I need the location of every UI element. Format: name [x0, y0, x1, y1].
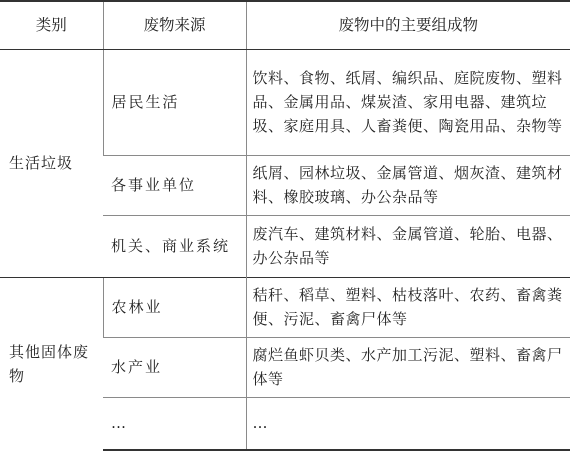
components-cell: 纸屑、园林垃圾、金属管道、烟灰渣、建筑材料、橡胶玻璃、办公杂品等 — [246, 155, 570, 215]
components-cell: … — [246, 397, 570, 450]
source-cell: … — [103, 397, 246, 450]
source-cell: 居民生活 — [103, 49, 246, 155]
source-cell: 机关、商业系统 — [103, 215, 246, 277]
table-header-row — [0, 1, 570, 49]
components-cell: 腐烂鱼虾贝类、水产加工污泥、塑料、畜禽尸体等 — [246, 337, 570, 397]
table-row — [0, 49, 570, 155]
components-cell: 饮料、食物、纸屑、编织品、庭院废物、塑料品、金属用品、煤炭渣、家用电器、建筑垃圾、家庭用具、人畜粪便、陶瓷用品、杂物等 — [246, 49, 570, 155]
header-components: 废物中的主要组成物 — [246, 1, 570, 49]
header-category: 类别 — [0, 1, 103, 49]
components-cell: 秸秆、稻草、塑料、枯枝落叶、农药、畜禽粪便、污泥、畜禽尸体等 — [246, 277, 570, 337]
category-cell: 生活垃圾 — [0, 49, 103, 277]
header-source: 废物来源 — [103, 1, 246, 49]
source-cell: 各事业单位 — [103, 155, 246, 215]
source-cell: 农林业 — [103, 277, 246, 337]
source-cell: 水产业 — [103, 337, 246, 397]
components-cell: 废汽车、建筑材料、金属管道、轮胎、电器、办公杂品等 — [246, 215, 570, 277]
category-cell: 其他固体废物 — [0, 277, 103, 450]
table-row — [0, 277, 570, 337]
